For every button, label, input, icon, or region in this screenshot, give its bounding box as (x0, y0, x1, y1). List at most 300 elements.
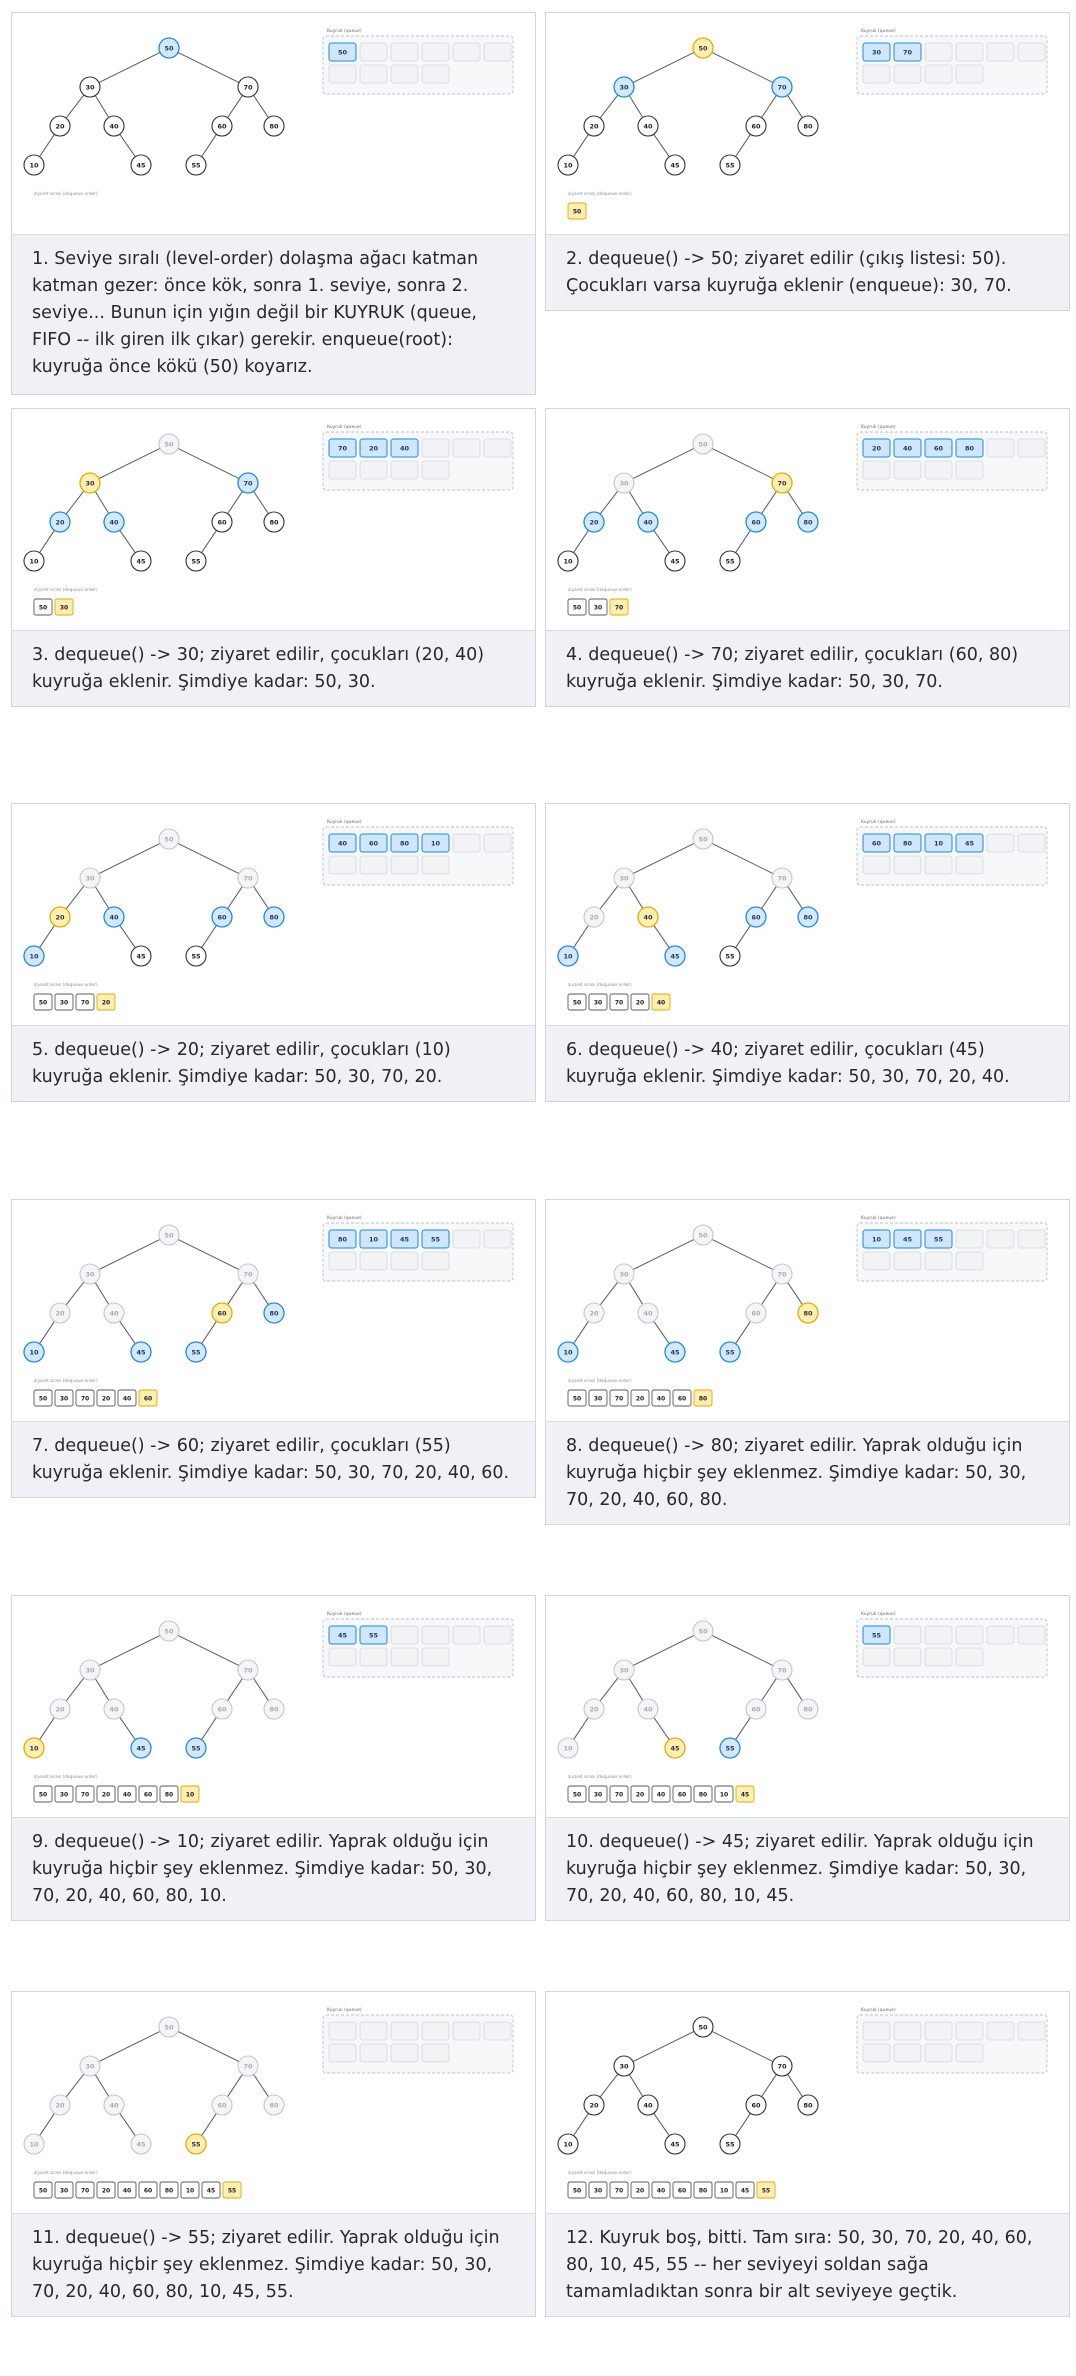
tree-edge (254, 95, 269, 117)
tree-edge (66, 491, 84, 514)
tree-edge (654, 1717, 670, 1740)
output-item-label: 50 (572, 999, 582, 1007)
tree-edge (788, 491, 803, 513)
output-item-label: 30 (593, 1395, 603, 1403)
queue-slot (360, 43, 387, 61)
tree-node (24, 155, 44, 175)
tree-edge (178, 843, 239, 873)
step-panel (545, 12, 1070, 311)
output-item-label: 70 (614, 604, 624, 612)
tree-node-label: 60 (751, 1309, 761, 1318)
queue-title: Kuyruk (queue) (861, 1216, 896, 1221)
tree-node (584, 512, 604, 532)
tree-node-label: 45 (670, 557, 680, 566)
output-title: ziyaret sırası (dequeue order) (34, 1379, 98, 1384)
tree-node (772, 1660, 792, 1680)
tree-node (638, 1303, 658, 1323)
queue-slot (956, 856, 983, 874)
tree-node (80, 1660, 100, 1680)
tree-node-label: 40 (109, 2101, 119, 2110)
tree-node (50, 512, 70, 532)
queue-slot (987, 834, 1014, 852)
tree-node (614, 473, 634, 493)
queue-slot (391, 43, 418, 61)
queue-slot (863, 856, 890, 874)
output-item-label: 40 (656, 1791, 666, 1799)
queue-slot (484, 834, 511, 852)
tree-node (80, 868, 100, 888)
tree-edge (633, 843, 694, 873)
output-item-label: 60 (677, 2187, 687, 2195)
tree-node-label: 55 (191, 2140, 201, 2149)
tree-node (614, 1264, 634, 1284)
queue-slot (422, 1626, 449, 1644)
tree-node (798, 907, 818, 927)
tree-node-label: 30 (619, 1270, 629, 1279)
tree-node (238, 868, 258, 888)
tree-node (131, 2134, 151, 2154)
tree-node-label: 60 (217, 1309, 227, 1318)
queue-item-label: 10 (430, 839, 441, 848)
tree-edge (629, 887, 643, 909)
tree-edge (99, 448, 160, 478)
tree-edge (633, 2031, 694, 2061)
output-item-label: 30 (59, 604, 69, 612)
output-item-label: 50 (38, 999, 48, 1007)
tree-edge (736, 2113, 751, 2135)
tree-node-label: 45 (136, 1744, 146, 1753)
tree-edge (712, 448, 773, 478)
tree-node (159, 829, 179, 849)
tree-node-label: 20 (589, 1309, 599, 1318)
tree-node (24, 2134, 44, 2154)
tree-node (238, 1264, 258, 1284)
tree-edge (762, 886, 777, 908)
tree-node (264, 1699, 284, 1719)
queue-slot (453, 834, 480, 852)
tree-edge (600, 1282, 618, 1305)
tree-edge (178, 52, 239, 82)
tree-node-label: 10 (29, 557, 39, 566)
tree-node (80, 1264, 100, 1284)
tree-node-label: 80 (803, 122, 813, 131)
tree-node-label: 40 (643, 2101, 653, 2110)
output-item-label: 40 (122, 1395, 132, 1403)
tree-edge (762, 1282, 777, 1304)
queue-slot (925, 1648, 952, 1666)
tree-node-label: 80 (269, 1309, 279, 1318)
tree-node-label: 80 (269, 518, 279, 527)
tree-edge (600, 886, 618, 909)
tree-node (238, 2056, 258, 2076)
tree-node-label: 55 (725, 952, 735, 961)
tree-edge (40, 925, 55, 947)
tree-node-label: 40 (109, 518, 119, 527)
queue-item-label: 50 (337, 48, 348, 57)
tree-node-label: 50 (698, 1231, 708, 1240)
tree-node-label: 40 (643, 518, 653, 527)
tree-node-label: 70 (243, 2062, 253, 2071)
tree-node-label: 60 (751, 518, 761, 527)
tree-node (104, 907, 124, 927)
tree-node (614, 1660, 634, 1680)
tree-edge (254, 1678, 269, 1700)
output-item-label: 50 (38, 1395, 48, 1403)
tree-node (264, 907, 284, 927)
output-item-label: 20 (101, 2187, 111, 2195)
tree-edge (629, 492, 643, 514)
tree-edge (712, 843, 773, 873)
tree-edge (788, 886, 803, 908)
tree-edge (254, 2074, 269, 2096)
tree-node (693, 2017, 713, 2037)
tree-edge (99, 843, 160, 873)
tree-node-label: 70 (243, 1666, 253, 1675)
tree-node (614, 2056, 634, 2076)
output-item-label: 20 (635, 1791, 645, 1799)
queue-slot (925, 1626, 952, 1644)
queue-slot (453, 439, 480, 457)
queue-slot (453, 43, 480, 61)
queue-item-label: 10 (368, 1235, 379, 1244)
tree-node (24, 551, 44, 571)
tree-node (104, 2095, 124, 2115)
tree-edge (95, 887, 109, 909)
tree-node-label: 20 (55, 518, 65, 527)
tree-edge (654, 925, 670, 948)
queue-slot (422, 1252, 449, 1270)
queue-slot (329, 2044, 356, 2062)
tree-node (50, 1303, 70, 1323)
tree-node (131, 155, 151, 175)
tree-edge (654, 2113, 670, 2136)
tree-edge (40, 134, 55, 156)
queue-slot (956, 1252, 983, 1270)
tree-edge (736, 134, 751, 156)
output-item-label: 30 (59, 1395, 69, 1403)
tree-node-label: 10 (29, 161, 39, 170)
tree-node-label: 70 (243, 874, 253, 883)
tree-edge (788, 95, 803, 117)
tree-node (238, 473, 258, 493)
step-figure (12, 1992, 536, 2215)
queue-item-label: 70 (337, 444, 348, 453)
tree-edge (629, 1679, 643, 1701)
tree-node (772, 77, 792, 97)
output-title: ziyaret sırası (dequeue order) (568, 1775, 632, 1780)
tree-edge (228, 1282, 243, 1304)
tree-edge (633, 52, 694, 82)
output-item-label: 50 (38, 604, 48, 612)
tree-node-label: 60 (751, 913, 761, 922)
tree-edge (574, 530, 589, 552)
step-caption: 1. Seviye sıralı (level-order) dolaşma ağacı katman katman gezer: önce kök, sonra 1. seviye, sonra 2. seviye... Bunun için yığın değil bir KUYRUK (queue, FIFO -- ilk giren ilk çıkar) gerekir. enqueue(root): kuyruğa önce kökü (50) koyarız. (12, 234, 535, 394)
output-item-label: 50 (572, 208, 582, 216)
tree-edge (202, 925, 217, 947)
tree-node-label: 10 (29, 952, 39, 961)
tree-node-label: 55 (725, 557, 735, 566)
tree-node (746, 1303, 766, 1323)
tree-edge (202, 134, 217, 156)
tree-edge (228, 491, 243, 513)
queue-slot (894, 1626, 921, 1644)
queue-slot (422, 1648, 449, 1666)
tree-edge (762, 491, 777, 513)
tree-node-label: 50 (698, 44, 708, 53)
tree-edge (574, 2113, 589, 2135)
tree-node-label: 70 (243, 1270, 253, 1279)
tree-node-label: 30 (619, 2062, 629, 2071)
tree-node (104, 1303, 124, 1323)
tree-edge (178, 1239, 239, 1269)
queue-item-label: 80 (399, 839, 410, 848)
step-figure (546, 1992, 1070, 2215)
tree-node-label: 70 (777, 1270, 787, 1279)
queue-slot (925, 1252, 952, 1270)
output-item-label: 80 (698, 2187, 708, 2195)
tree-node-label: 20 (589, 1705, 599, 1714)
queue-slot (956, 461, 983, 479)
tree-edge (654, 1321, 670, 1344)
tree-node (80, 2056, 100, 2076)
tree-node (264, 2095, 284, 2115)
output-item-label: 20 (635, 1395, 645, 1403)
queue-slot (484, 1626, 511, 1644)
queue-title: Kuyruk (queue) (327, 1216, 362, 1221)
tree-node (693, 1225, 713, 1245)
tree-node (212, 116, 232, 136)
step-caption: 12. Kuyruk boş, bitti. Tam sıra: 50, 30, 70, 20, 40, 60, 80, 10, 45, 55 -- her seviyeyi soldan sağa tamamladıktan sonra bir alt seviyeye geçtik. (546, 2213, 1069, 2316)
tree-node (665, 551, 685, 571)
tree-node (665, 155, 685, 175)
tree-node-label: 40 (109, 1705, 119, 1714)
tree-node-label: 70 (243, 83, 253, 92)
queue-slot (391, 1648, 418, 1666)
tree-node (746, 116, 766, 136)
output-item-label: 60 (677, 1395, 687, 1403)
queue-slot (987, 439, 1014, 457)
output-item-label: 50 (572, 1791, 582, 1799)
queue-slot (925, 2022, 952, 2040)
queue-slot (894, 1252, 921, 1270)
step-caption: 8. dequeue() -> 80; ziyaret edilir. Yaprak olduğu için kuyruğa hiçbir şey eklenmez. Şimdiye kadar: 50, 30, 70, 20, 40, 60, 80. (546, 1421, 1069, 1524)
queue-slot (360, 2044, 387, 2062)
output-item-label: 45 (740, 1791, 750, 1799)
output-title: ziyaret sırası (dequeue order) (568, 1379, 632, 1384)
tree-edge (66, 886, 84, 909)
tree-node-label: 50 (164, 440, 174, 449)
output-title: ziyaret sırası (dequeue order) (568, 588, 632, 593)
tree-node (24, 1738, 44, 1758)
step-panel (11, 12, 536, 395)
tree-node (584, 1699, 604, 1719)
queue-slot (1018, 43, 1045, 61)
tree-node (693, 1621, 713, 1641)
tree-node-label: 70 (777, 83, 787, 92)
queue-slot (956, 2022, 983, 2040)
tree-node (558, 946, 578, 966)
tree-node (584, 116, 604, 136)
tree-node-label: 30 (619, 1666, 629, 1675)
tree-node (212, 907, 232, 927)
queue-title: Kuyruk (queue) (861, 2008, 896, 2013)
tree-node (614, 77, 634, 97)
step-caption: 7. dequeue() -> 60; ziyaret edilir, çocukları (55) kuyruğa eklenir. Şimdiye kadar: 50, 30, 70, 20, 40, 60. (12, 1421, 535, 1497)
step-figure (12, 13, 536, 236)
step-caption: 5. dequeue() -> 20; ziyaret edilir, çocukları (10) kuyruğa eklenir. Şimdiye kadar: 50, 30, 70, 20. (12, 1025, 535, 1101)
tree-edge (574, 1321, 589, 1343)
queue-slot (422, 2044, 449, 2062)
tree-edge (95, 2075, 109, 2097)
tree-node (798, 512, 818, 532)
tree-node (24, 946, 44, 966)
tree-node-label: 10 (29, 2140, 39, 2149)
queue-slot (391, 1252, 418, 1270)
tree-node-label: 80 (803, 518, 813, 527)
queue-slot (863, 1648, 890, 1666)
tree-node-label: 60 (217, 913, 227, 922)
tree-node-label: 45 (136, 2140, 146, 2149)
tree-node-label: 30 (85, 1270, 95, 1279)
tree-node-label: 10 (563, 1744, 573, 1753)
tree-node (638, 907, 658, 927)
queue-slot (925, 43, 952, 61)
queue-slot (956, 1230, 983, 1248)
tree-node (746, 1699, 766, 1719)
queue-slot (956, 2044, 983, 2062)
output-item-label: 55 (227, 2187, 237, 2195)
tree-node-label: 20 (55, 1705, 65, 1714)
output-item-label: 50 (38, 1791, 48, 1799)
queue-item-label: 60 (933, 444, 944, 453)
queue-slot (453, 1626, 480, 1644)
tree-edge (66, 2074, 84, 2097)
tree-node (159, 434, 179, 454)
queue-slot (329, 2022, 356, 2040)
output-item-label: 60 (143, 2187, 153, 2195)
tree-node (720, 155, 740, 175)
queue-slot (422, 856, 449, 874)
tree-edge (574, 134, 589, 156)
queue-slot (925, 2044, 952, 2062)
queue-slot (894, 2044, 921, 2062)
tree-edge (762, 95, 777, 117)
output-item-label: 30 (593, 604, 603, 612)
tree-node-label: 30 (85, 1666, 95, 1675)
step-figure (12, 1200, 536, 1423)
tree-edge (202, 1717, 217, 1739)
tree-edge (600, 491, 618, 514)
step-caption: 11. dequeue() -> 55; ziyaret edilir. Yaprak olduğu için kuyruğa hiçbir şey eklenmez. Şimdiye kadar: 50, 30, 70, 20, 40, 60, 80, 10, 45, 55. (12, 2213, 535, 2316)
tree-edge (99, 1239, 160, 1269)
output-title: ziyaret sırası (dequeue order) (34, 192, 98, 197)
tree-edge (40, 2113, 55, 2135)
tree-edge (574, 1717, 589, 1739)
step-caption: 6. dequeue() -> 40; ziyaret edilir, çocukları (45) kuyruğa eklenir. Şimdiye kadar: 50, 30, 70, 20, 40. (546, 1025, 1069, 1101)
tree-edge (202, 1321, 217, 1343)
output-item-label: 55 (761, 2187, 771, 2195)
step-figure (12, 804, 536, 1027)
tree-node (665, 946, 685, 966)
tree-node (638, 512, 658, 532)
output-item-label: 70 (614, 2187, 624, 2195)
queue-item-label: 55 (368, 1631, 379, 1640)
queue-title: Kuyruk (queue) (327, 1612, 362, 1617)
tree-node-label: 55 (725, 1744, 735, 1753)
queue-slot (453, 1230, 480, 1248)
tree-node (131, 551, 151, 571)
queue-item-label: 60 (368, 839, 379, 848)
tree-node-label: 55 (725, 161, 735, 170)
step-caption: 4. dequeue() -> 70; ziyaret edilir, çocukları (60, 80) kuyruğa eklenir. Şimdiye kadar: 50, 30, 70. (546, 630, 1069, 706)
queue-item-label: 55 (430, 1235, 441, 1244)
tree-node (186, 2134, 206, 2154)
tree-node-label: 30 (85, 479, 95, 488)
output-item-label: 40 (122, 2187, 132, 2195)
tree-node (186, 551, 206, 571)
tree-node (131, 946, 151, 966)
tree-node-label: 55 (191, 1744, 201, 1753)
queue-slot (422, 439, 449, 457)
tree-node-label: 45 (136, 557, 146, 566)
queue-title: Kuyruk (queue) (861, 1612, 896, 1617)
tree-node (50, 116, 70, 136)
tree-node-label: 80 (803, 1705, 813, 1714)
tree-edge (95, 96, 109, 118)
queue-title: Kuyruk (queue) (327, 2008, 362, 2013)
output-item-label: 45 (206, 2187, 216, 2195)
tree-node (212, 1303, 232, 1323)
queue-slot (894, 461, 921, 479)
output-item-label: 20 (635, 999, 645, 1007)
tree-node-label: 55 (191, 557, 201, 566)
queue-title: Kuyruk (queue) (861, 425, 896, 430)
queue-title: Kuyruk (queue) (861, 29, 896, 34)
tree-node (159, 2017, 179, 2037)
tree-node-label: 10 (563, 557, 573, 566)
tree-node (186, 946, 206, 966)
tree-node-label: 10 (29, 1348, 39, 1357)
tree-node-label: 50 (164, 2023, 174, 2032)
tree-node-label: 80 (803, 1309, 813, 1318)
queue-slot (422, 461, 449, 479)
tree-edge (40, 530, 55, 552)
tree-node-label: 40 (109, 122, 119, 131)
tree-edge (120, 925, 136, 948)
tree-edge (762, 1678, 777, 1700)
tree-node (720, 1342, 740, 1362)
tree-node (131, 1738, 151, 1758)
tree-edge (629, 2075, 643, 2097)
step-caption: 9. dequeue() -> 10; ziyaret edilir. Yaprak olduğu için kuyruğa hiçbir şey eklenmez. Şimdiye kadar: 50, 30, 70, 20, 40, 60, 80, 10. (12, 1817, 535, 1920)
tree-edge (40, 1717, 55, 1739)
tree-node-label: 45 (136, 952, 146, 961)
tree-node-label: 50 (164, 44, 174, 53)
step-caption: 2. dequeue() -> 50; ziyaret edilir (çıkış listesi: 50). Çocukları varsa kuyruğa eklenir (enqueue): 30, 70. (546, 234, 1069, 310)
tree-node-label: 10 (563, 2140, 573, 2149)
tree-node-label: 80 (269, 1705, 279, 1714)
output-item-label: 50 (38, 2187, 48, 2195)
queue-slot (863, 461, 890, 479)
queue-item-label: 80 (902, 839, 913, 848)
output-item-label: 40 (122, 1791, 132, 1799)
queue-slot (894, 856, 921, 874)
tree-node (772, 868, 792, 888)
tree-edge (178, 1635, 239, 1665)
tree-node-label: 45 (670, 2140, 680, 2149)
tree-node-label: 20 (55, 2101, 65, 2110)
tree-edge (178, 448, 239, 478)
